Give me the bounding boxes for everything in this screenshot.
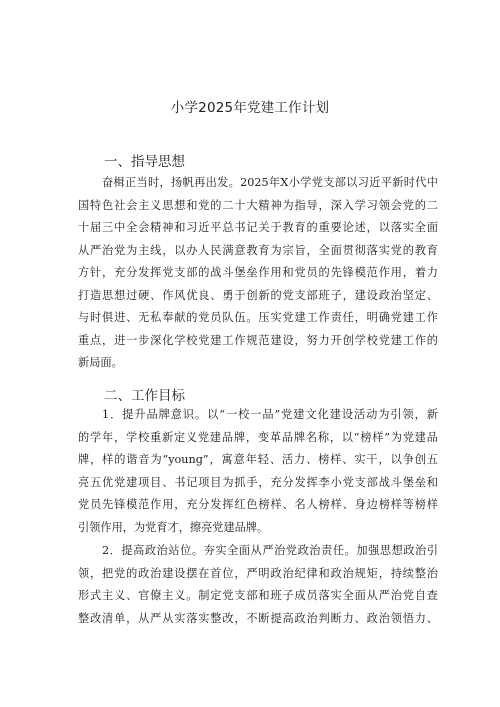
paragraph-line: 十届三中全会精神和习近平总书记关于教育的重要论述，以落实全面	[78, 221, 438, 234]
paragraph-line: 1．提升品牌意识。以“一校一品”党建文化建设活动为引领，新	[102, 408, 438, 421]
paragraph-line: 方针，充分发挥党支部的战斗堡垒作用和党员的先锋模范作用，着力	[78, 266, 438, 279]
document-title: 小学2025年党建工作计划	[170, 100, 330, 116]
paragraph-line: 整改清单，从严从实落实整改，不断提高政治判断力、政治领悟力、	[78, 611, 438, 625]
paragraph-line: 引领作用，为党育才，擦亮党建品牌。	[78, 520, 269, 534]
guiding-ideology-paragraph	[78, 172, 438, 375]
paragraph-line: 新局面。	[78, 356, 123, 369]
paragraph-line: 奋楫正当时，扬帆再出发。2025年X小学党支部以习近平新时代中	[102, 176, 438, 189]
paragraph-line: 形式主义、官僚主义。制定党支部和班子成员落实全面从严治党自查	[78, 589, 438, 602]
paragraph-line: 与时俱进、无私奉献的党员队伍。压实党建工作责任，明确党建工作	[78, 311, 438, 324]
section-heading-guiding-ideology: 一、指导思想	[104, 154, 185, 170]
paragraph-line: 牌，样的谐音为“young”，寓意年轻、活力、榜样、实干，以争创五	[78, 453, 438, 466]
paragraph-line: 从严治党为主线，以办人民满意教育为宗旨，全面贯彻落实党的教育	[78, 243, 438, 257]
work-goal-2-paragraph	[78, 540, 438, 630]
paragraph-line: 国特色社会主义思想和党的二十大精神为指导，深入学习领会党的二	[78, 198, 438, 212]
section-heading-work-goals: 二、工作目标	[104, 388, 185, 404]
paragraph-line: 亮五优党建项目、书记项目为抓手，充分发挥李小党支部战斗堡垒和	[78, 475, 438, 489]
paragraph-line: 领，把党的政治建设摆在首位，严明政治纪律和政治规矩，持续整治	[78, 566, 438, 580]
paragraph-line: 党员先锋模范作用，充分发挥红色榜样、名人榜样、身边榜样等榜样	[78, 498, 438, 511]
paragraph-line: 重点，进一步深化学校党建工作规范建设，努力开创学校党建工作的	[78, 333, 438, 347]
paragraph-line: 打造思想过硬、作风优良、勇于创新的党支部班子，建设政治坚定、	[78, 288, 438, 302]
work-goal-1-paragraph	[78, 404, 438, 539]
paragraph-line: 的学年，学校重新定义党建品牌，变革品牌名称，以“榜样”为党建品	[78, 430, 438, 444]
paragraph-line: 2．提高政治站位。夯实全面从严治党政治责任。加强思想政治引	[102, 544, 438, 557]
